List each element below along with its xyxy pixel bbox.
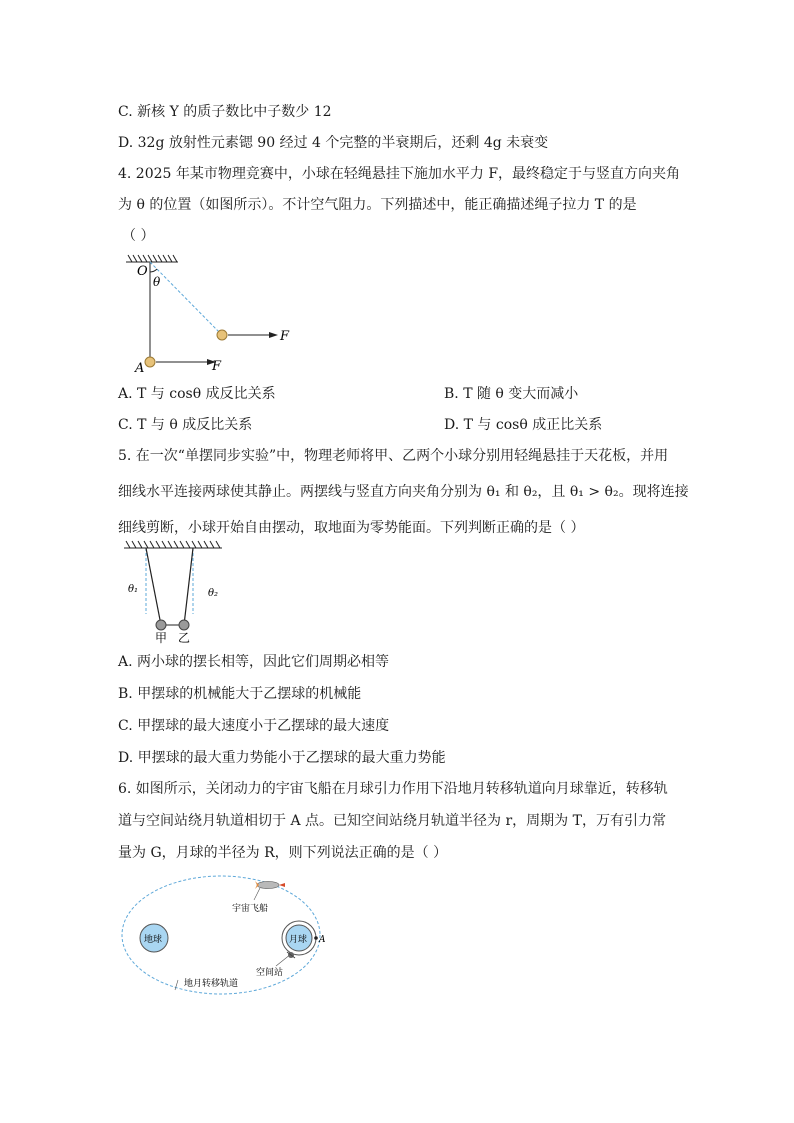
q6-stem-line-3: 量为 G，月球的半径为 R，则下列说法正确的是（ ） — [118, 845, 448, 861]
q5-option-d: D. 甲摆球的最大重力势能小于乙摆球的最大重力势能 — [118, 750, 446, 766]
ceiling — [126, 255, 178, 262]
label-f-top: F — [280, 329, 290, 344]
ship-leader — [254, 888, 260, 900]
q4-stem-line-1: 4. 2025 年某市物理竞赛中，小球在轻绳悬挂下施加水平力 F，最终稳定于与竖直方向夹角 — [118, 166, 681, 182]
label-a: A — [319, 935, 326, 945]
spaceship-icon — [255, 881, 285, 889]
label-earth: 地球 — [144, 935, 163, 945]
ball-deflected — [217, 330, 227, 340]
label-ship: 宇宙飞船 — [232, 904, 269, 914]
ball-yi — [179, 620, 189, 630]
label-f-bottom: F — [212, 359, 222, 374]
point-a — [314, 936, 318, 940]
q4-option-a: A. T 与 cosθ 成反比关系 — [118, 386, 276, 402]
label-station: 空间站 — [256, 968, 284, 978]
q4-option-d: D. T 与 cosθ 成正比关系 — [444, 417, 603, 433]
q5-option-b: B. 甲摆球的机械能大于乙摆球的机械能 — [118, 686, 362, 702]
q6-stem-line-1: 6. 如图所示，关闭动力的宇宙飞船在月球引力作用下沿地月转移轨道向月球靠近，转移轨 — [118, 781, 668, 797]
option-c-new-nucleus: C. 新核 Y 的质子数比中子数少 12 — [118, 104, 332, 120]
angle-arc — [150, 269, 157, 272]
ball-jia — [156, 620, 166, 630]
string-yi — [184, 548, 193, 625]
label-transfer-orbit: 地月转移轨道 — [184, 979, 239, 989]
q4-figure — [118, 252, 298, 382]
label-theta: θ — [153, 275, 161, 289]
string-jia — [146, 548, 161, 625]
option-d-strontium: D. 32g 放射性元素锶 90 经过 4 个完整的半衰期后，还剩 4g 未衰变 — [118, 135, 549, 151]
q4-option-b: B. T 随 θ 变大而减小 — [444, 386, 579, 402]
q5-stem-line-1: 5. 在一次“单摆同步实验”中，物理老师将甲、乙两个小球分别用轻绳悬挂于天花板，并用 — [118, 448, 669, 464]
label-moon: 月球 — [289, 935, 308, 945]
q4-option-c: C. T 与 θ 成反比关系 — [118, 417, 253, 433]
label-o: O — [137, 264, 148, 279]
q5-option-c: C. 甲摆球的最大速度小于乙摆球的最大速度 — [118, 718, 390, 734]
q5-option-a: A. 两小球的摆长相等，因此它们周期必相等 — [118, 654, 390, 670]
space-station-icon — [287, 952, 295, 958]
orbit-leader — [175, 980, 178, 990]
q5-stem-line-3: 细线剪断，小球开始自由摆动，取地面为零势能面。下列判断正确的是（ ） — [118, 520, 585, 536]
label-a: A — [135, 361, 145, 376]
deflected-string — [150, 262, 222, 335]
q5-figure — [118, 540, 238, 646]
label-theta1: θ₁ — [128, 584, 139, 595]
arrow-head-icon — [269, 332, 278, 338]
q6-stem-line-2: 道与空间站绕月轨道相切于 A 点。已知空间站绕月轨道半径为 r，周期为 T，万有引力常 — [118, 813, 666, 829]
ball-a — [145, 357, 155, 367]
q4-stem-line-2: 为 θ 的位置（如图所示）。不计空气阻力。下列描述中，能正确描述绳子拉力 T 的是 — [118, 197, 637, 213]
q6-figure — [118, 872, 328, 1002]
label-yi: 乙 — [178, 631, 191, 645]
q5-stem-line-2: 细线水平连接两球使其静止。两摆线与竖直方向夹角分别为 θ₁ 和 θ₂，且 θ₁ > θ₂。现将连接 — [118, 484, 689, 500]
label-theta2: θ₂ — [208, 588, 219, 599]
ceiling — [124, 541, 222, 548]
label-jia: 甲 — [155, 631, 168, 645]
q4-answer-bracket: （ ） — [122, 228, 155, 244]
